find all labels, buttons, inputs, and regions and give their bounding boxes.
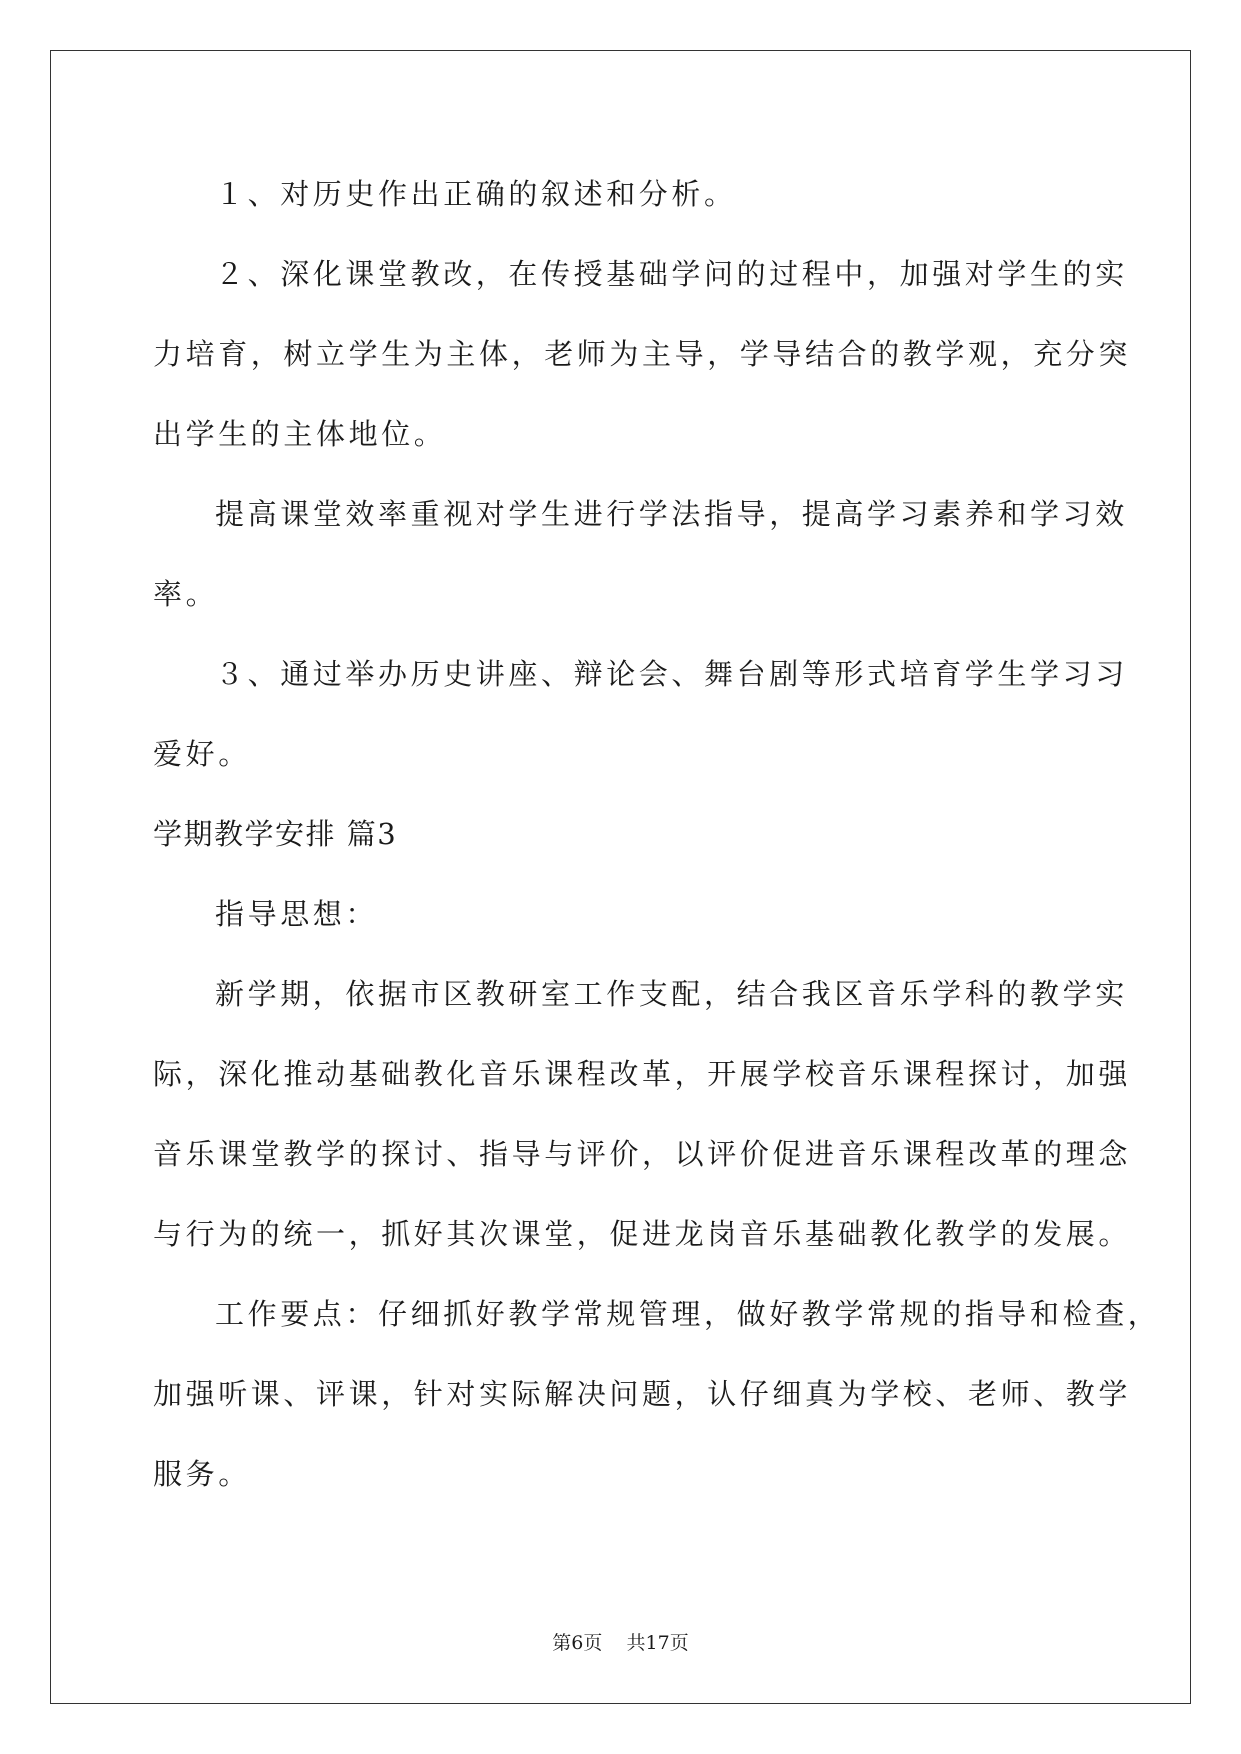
paragraph-line-16: 加强听课、评课，针对实际解决问题，认仔细真为学校、老师、教学 — [153, 1377, 1132, 1411]
paragraph-line-6: 率。 — [153, 577, 219, 611]
paragraph-line-4: 出学生的主体地位。 — [153, 417, 447, 451]
paragraph-line-15: 工作要点：仔细抓好教学常规管理，做好教学常规的指导和检查， — [215, 1297, 1161, 1331]
page-number-footer: 第6页 共17页 — [552, 1632, 689, 1654]
paragraph-line-1: １、对历史作出正确的叙述和分析。 — [215, 177, 737, 211]
paragraph-line-5: 提高课堂效率重视对学生进行学法指导，提高学习素养和学习效 — [215, 497, 1128, 531]
paragraph-line-11: 新学期，依据市区教研室工作支配，结合我区音乐学科的教学实 — [215, 977, 1128, 1011]
paragraph-line-7: ３、通过举办历史讲座、辩论会、舞台剧等形式培育学生学习习 — [215, 657, 1128, 691]
paragraph-line-17: 服务。 — [153, 1457, 251, 1491]
section-heading: 学期教学安排 篇3 — [153, 817, 398, 851]
paragraph-line-2: ２、深化课堂教改，在传授基础学问的过程中，加强对学生的实 — [215, 257, 1128, 291]
paragraph-line-14: 与行为的统一，抓好其次课堂，促进龙岗音乐基础教化教学的发展。 — [153, 1217, 1132, 1251]
paragraph-line-13: 音乐课堂教学的探讨、指导与评价，以评价促进音乐课程改革的理念 — [153, 1137, 1132, 1171]
paragraph-line-12: 际，深化推动基础教化音乐课程改革，开展学校音乐课程探讨，加强 — [153, 1057, 1132, 1091]
paragraph-line-8: 爱好。 — [153, 737, 251, 771]
paragraph-line-3: 力培育，树立学生为主体，老师为主导，学导结合的教学观，充分突 — [153, 337, 1132, 371]
paragraph-line-10: 指导思想： — [215, 897, 379, 931]
